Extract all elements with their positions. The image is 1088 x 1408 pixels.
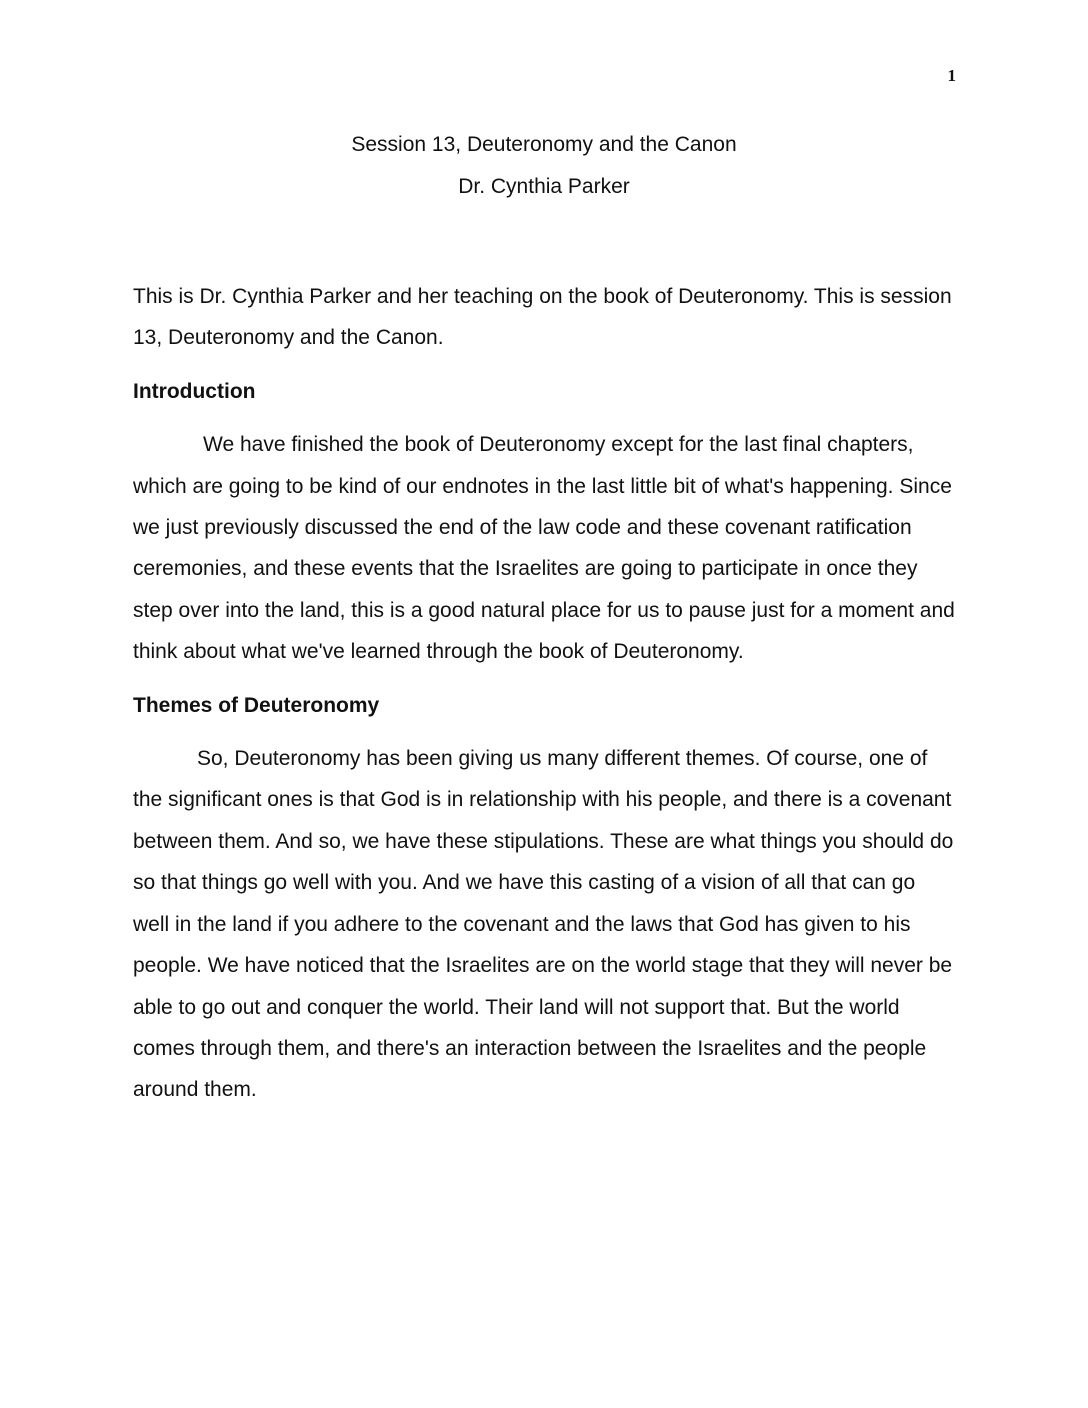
section-paragraph-themes: So, Deuteronomy has been giving us many different themes. Of course, one of the significant ones is that God is in relationship with his people, and there is a covenant between them. And so, we have these stipulations. These are what things you should do so that things go well with you. And we have this casting of a vision of all that can go well in the land if you adhere to the covenant and the laws that God has given to his people. We have noticed that the Israelites are on the world stage that they will never be able to go out and conquer the world. Their land will not support that. But the world comes through them, and there's an interaction between the Israelites and the people around them.: [133, 747, 954, 1102]
document-header: [0, 124, 1088, 208]
page-number: 1: [947, 66, 956, 85]
document-body: [133, 276, 955, 1123]
intro-paragraph: This is Dr. Cynthia Parker and her teaching on the book of Deuteronomy. This is session 13, Deuteronomy and the Canon.: [133, 285, 952, 350]
section-heading-introduction: Introduction: [133, 379, 256, 403]
document-author: Dr. Cynthia Parker: [458, 175, 630, 198]
document-title: Session 13, Deuteronomy and the Canon: [351, 133, 737, 156]
section-heading-themes: Themes of Deuteronomy: [133, 693, 380, 717]
section-paragraph-introduction: We have finished the book of Deuteronomy except for the last final chapters, which are going to be kind of our endnotes in the last little bit of what's happening. Since we just previously discussed the end of the law code and these covenant ratification ceremonies, and these events that the Israelites are going to participate in once they step over into the land, this is a good natural place for us to pause just for a moment and think about what we've learned through the book of Deuteronomy.: [133, 433, 955, 664]
